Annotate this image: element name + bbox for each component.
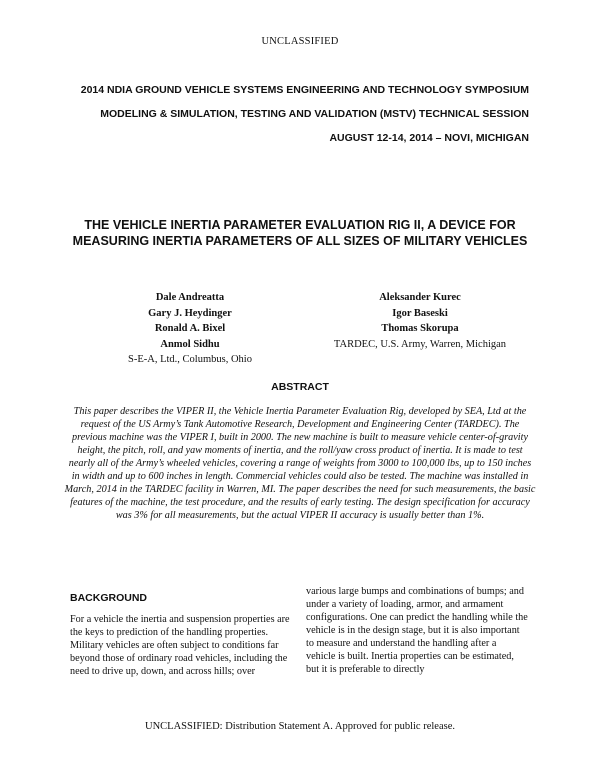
author-name: Gary J. Heydinger bbox=[148, 307, 232, 319]
distribution-statement: UNCLASSIFIED: Distribution Statement A. Approved for public release. bbox=[144, 721, 455, 732]
author-name: Thomas Skorupa bbox=[381, 323, 459, 334]
author-name: Dale Andreatta bbox=[155, 292, 225, 303]
classification-header: UNCLASSIFIED bbox=[261, 36, 339, 47]
conference-date-location: AUGUST 12-14, 2014 – NOVI, MICHIGAN bbox=[329, 132, 529, 144]
author-name: Ronald A. Bixel bbox=[154, 323, 226, 334]
symposium-name: 2014 NDIA GROUND VEHICLE SYSTEMS ENGINEERING AND TECHNOLOGY SYMPOSIUM bbox=[80, 84, 529, 96]
authors-left-column bbox=[100, 290, 280, 368]
author-affiliation: TARDEC, U.S. Army, Warren, Michigan bbox=[333, 338, 507, 350]
author-name: Anmol Sidhu bbox=[160, 338, 220, 350]
author-name: Aleksander Kurec bbox=[379, 292, 461, 303]
authors-right-column bbox=[320, 290, 520, 352]
paper-title: THE VEHICLE INERTIA PARAMETER EVALUATION RIG II, A DEVICE FOR MEASURING INERTIA PARAMETERS OF ALL SIZES OF MILITARY VEHICLES bbox=[72, 218, 528, 248]
abstract-heading: ABSTRACT bbox=[271, 381, 329, 393]
abstract-text: This paper describes the VIPER II, the Vehicle Inertia Parameter Evaluation Rig, developed by SEA, Ltd at the request of the US Army’s Tank Automotive Research, Development and Engineering Center (TARDEC). The previous machine was the VIPER I, built in 2000. The new machine is built to measure vehicle center-of-gravity height, the pitch, roll, and yaw moments of inertia, and the roll/yaw cross product of inertia. It is made to test nearly all of the Army’s wheeled vehicles, covering a range of weights from 3000 to 100,000 lbs, up to 150 inches in width and up to 600 inches in length. Commercial vehicles could also be tested. The machine was installed in March, 2014 in the TARDEC facility in Warren, MI. The paper describes the need for such measurements, the basic features of the machine, the test procedure, and the results of early testing. The design specification for accuracy was 3% for all measurements, but the actual VIPER II accuracy is usually better than 1%. bbox=[64, 406, 536, 521]
author-affiliation: S-E-A, Ltd., Columbus, Ohio bbox=[128, 354, 252, 365]
author-name: Igor Baseski bbox=[392, 307, 448, 319]
background-column-2: various large bumps and combinations of bumps; and under a variety of loading, armor, and armament configurations. One can predict the handling while the vehicle is in the design stage, but it is also important to measure and understand the handling after a vehicle is built. Inertia properties can be estimated, but it is preferable to directly bbox=[306, 586, 528, 675]
session-name: MODELING & SIMULATION, TESTING AND VALIDATION (MSTV) TECHNICAL SESSION bbox=[100, 108, 529, 120]
background-heading: BACKGROUND bbox=[70, 592, 147, 604]
conference-block bbox=[59, 83, 529, 155]
background-column-1: For a vehicle the inertia and suspension properties are the keys to prediction of the handling properties. Military vehicles are often subject to conditions far beyond those of ordinary road vehicles, including the need to drive up, down, and across hills; over bbox=[70, 614, 290, 677]
